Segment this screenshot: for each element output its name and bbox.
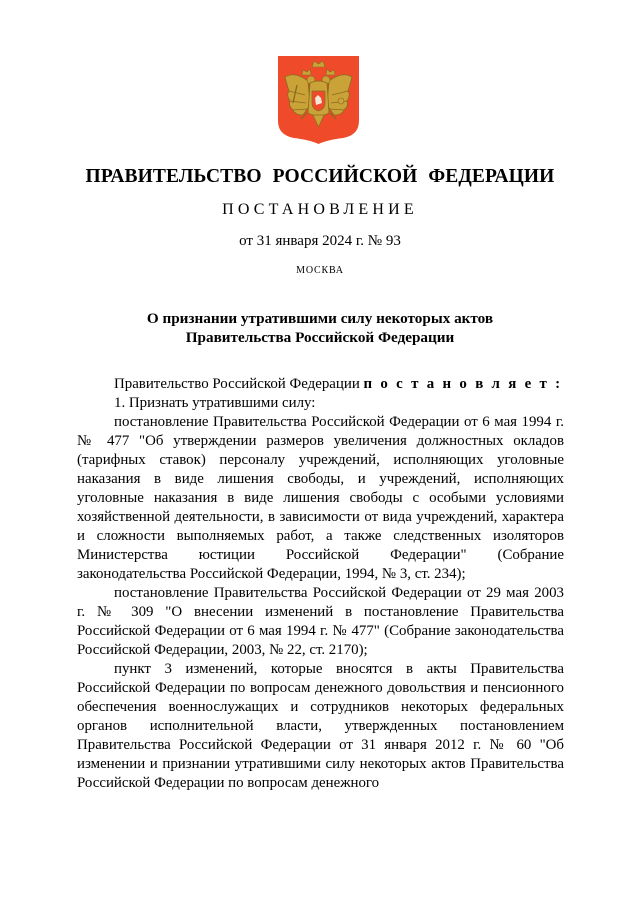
intro-text: Правительство Российской Федерации	[114, 376, 364, 392]
document-city: МОСКВА	[296, 265, 344, 276]
repealed-item-2: постановление Правительства Российской Федерации от 29 мая 2003 г. № 309 "О внесении изменений в постановление Правительства Российской Федерации от 6 мая 1994 г. № 477" (Собрание законодательства Российской Федерации, 2003, № 22, ст. 2170);	[77, 585, 564, 658]
intro-paragraph	[77, 375, 564, 394]
document-body	[77, 375, 564, 793]
repealed-item-3: пункт 3 изменений, которые вносятся в акты Правительства Российской Федерации по вопросам денежного довольствия и пенсионного обеспечения военнослужащих и сотрудников некоторых федеральных органов исполнительной власти, утвержденных постановлением Правительства Российской Федерации от 31 января 2012 г. № 60 "Об изменении и признании утратившими силу некоторых актов Правительства Российской Федерации по вопросам денежного	[77, 661, 564, 791]
subject-line-2: Правительства Российской Федерации	[185, 329, 455, 346]
government-title: ПРАВИТЕЛЬСТВО РОССИЙСКОЙ ФЕДЕРАЦИИ	[85, 166, 555, 187]
document-type: ПОСТАНОВЛЕНИЕ	[222, 201, 418, 218]
repealed-item-1: постановление Правительства Российской Федерации от 6 мая 1994 г. № 477 "Об утверждении размеров увеличения должностных окладов (тарифных ставок) персоналу учреждений, исполняющих уголовные наказания в виде лишения свободы, и учреждений, исполняющих уголовные наказания в виде лишения свободы с особыми условиями хозяйственной деятельности, в зависимости от вида учреждений, характера и сложности выполняемых работ, а также следственных изоляторов Министерства юстиции Российской Федерации" (Собрание законодательства Российской Федерации, 1994, № 3, ст. 234);	[77, 414, 564, 582]
document-date-number: от 31 января 2024 г. № 93	[239, 233, 401, 249]
point-1: 1. Признать утратившими силу:	[114, 395, 316, 411]
subject-line-1: О признании утратившими силу некоторых актов	[146, 310, 494, 327]
intro-verb: п о с т а н о в л я е т :	[363, 376, 563, 392]
russian-coat-of-arms-icon	[277, 55, 360, 145]
document-subject	[0, 309, 640, 347]
